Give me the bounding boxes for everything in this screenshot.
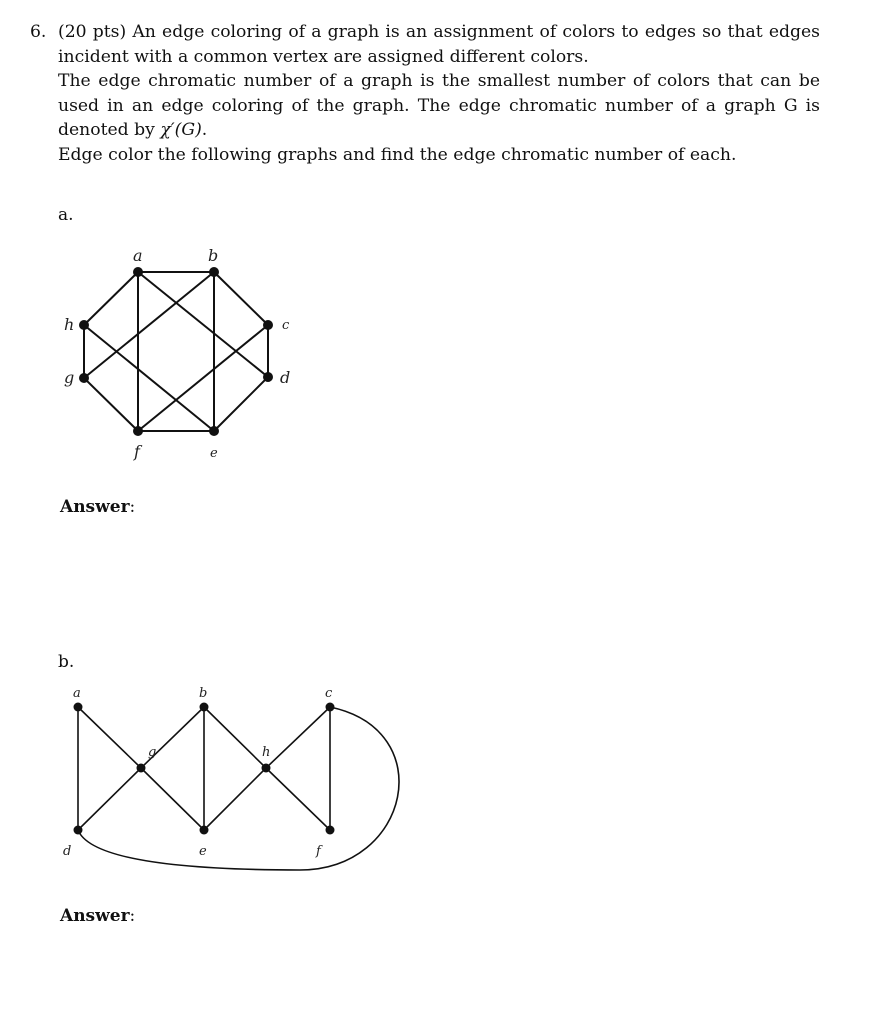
problem-points: (20 pts) — [58, 22, 127, 42]
vertex-b-label: b — [199, 686, 208, 701]
edge-h-c — [266, 707, 330, 768]
vertex-f-label: f — [134, 442, 140, 461]
part-b-answer-colon: : — [129, 906, 136, 926]
vertex-b-label: b — [208, 246, 219, 265]
problem-line-2-end: . — [201, 120, 208, 140]
vertex-c-label: c — [282, 318, 290, 333]
part-b-answer-label: Answer — [60, 906, 130, 926]
vertex-h-label: h — [64, 315, 75, 334]
part-a-answer-colon: : — [129, 497, 136, 517]
vertex-c-label: c — [325, 686, 333, 701]
edge-e-h — [204, 768, 266, 830]
edge-a-g — [78, 707, 141, 768]
edge-b-h — [204, 707, 266, 768]
edge-g-e — [141, 768, 204, 830]
vertex-a-label: a — [133, 246, 143, 265]
vertex-a-dot — [74, 703, 83, 712]
vertex-f-label: f — [316, 844, 321, 859]
part-a-label: a. — [58, 205, 74, 225]
edge-g-d — [78, 768, 141, 830]
vertex-g-label: g — [148, 745, 157, 760]
problem-line-2: The edge chromatic number of a graph is the smallest number of colors that can be used in an edge coloring of the graph. The edge chromatic number of a graph G is denoted by — [58, 71, 820, 140]
vertex-e-dot — [200, 826, 209, 835]
problem-instruction: Edge color the following graphs and find the edge chromatic number of each. — [58, 144, 737, 165]
vertex-g-label: g — [64, 368, 75, 387]
part-b-answer — [60, 906, 135, 926]
vertex-d-label: d — [280, 368, 291, 387]
part-b-label: b. — [58, 652, 75, 672]
edge-h-f — [266, 768, 330, 830]
vertex-d-dot — [74, 826, 83, 835]
edge-c-d — [78, 707, 399, 870]
vertex-h-label: h — [262, 745, 271, 760]
vertex-h-dot — [262, 764, 271, 773]
vertex-c-dot — [326, 703, 335, 712]
vertex-e-label: e — [199, 844, 207, 859]
problem-number: 6. — [30, 22, 47, 42]
vertex-g-dot — [137, 764, 146, 773]
part-a-answer-label: Answer — [60, 497, 130, 517]
vertex-f-dot — [326, 826, 335, 835]
vertex-b-dot — [200, 703, 209, 712]
graph-b-edges — [78, 707, 399, 870]
vertex-e-label: e — [210, 446, 218, 461]
problem-line-1: An edge coloring of a graph is an assignment of colors to edges so that edges incident with a common vertex are assigned different colors. — [58, 22, 820, 67]
chi-symbol: χ′(G) — [160, 120, 202, 140]
vertex-a-label: a — [73, 686, 81, 701]
vertex-d-label: d — [63, 844, 72, 859]
